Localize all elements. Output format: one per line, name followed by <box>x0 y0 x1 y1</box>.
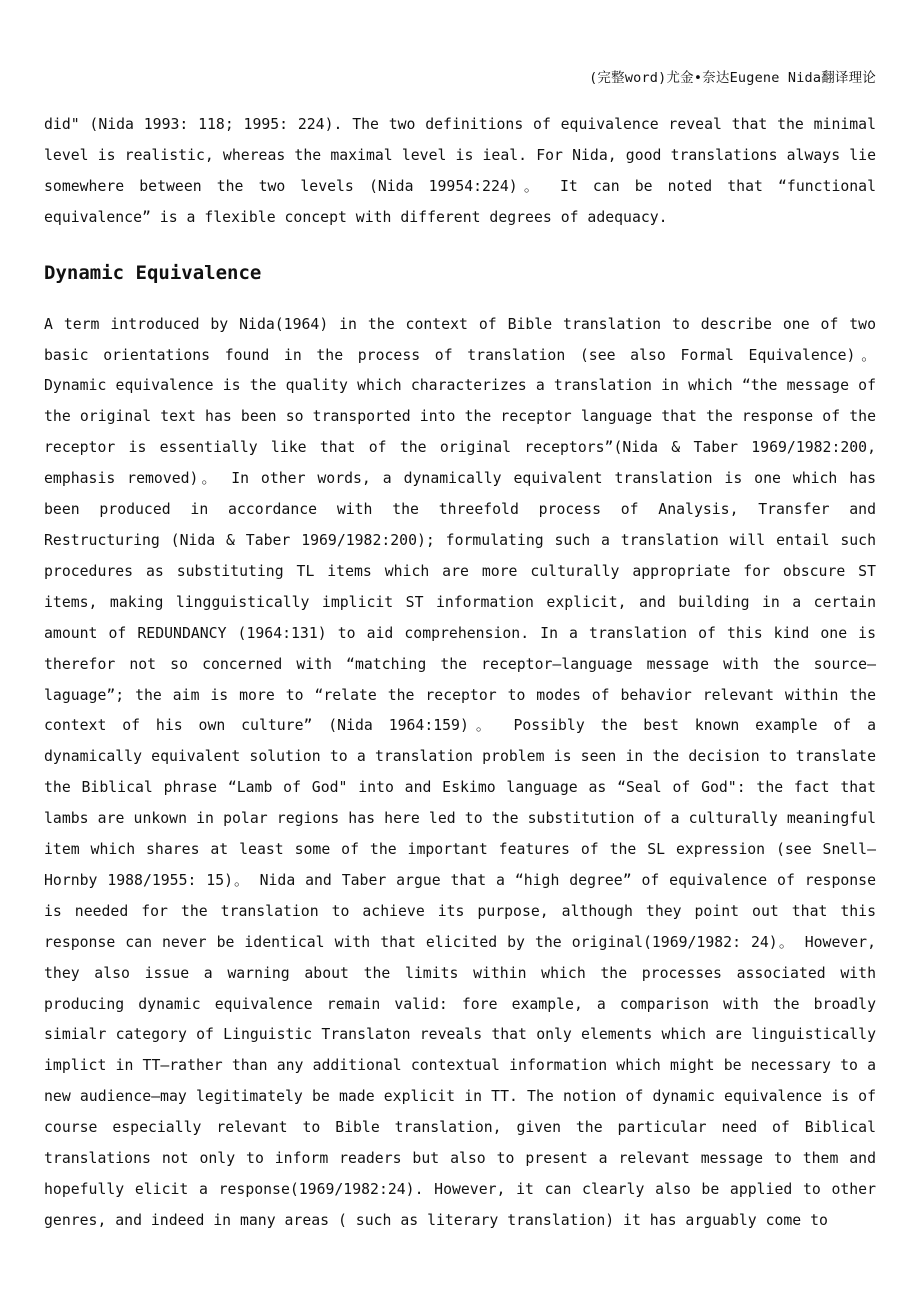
paragraph-functional-equivalence: did" (Nida 1993: 118; 1995: 224). The two definitions of equivalence reveal that the minimal level is realistic, whereas the maximal level is ieal. For Nida, good translations always lie somewhere between the two levels (Nida 19954:224)。 It can be noted that “functional equivalence” is a flexible concept with different degrees of adequacy. <box>44 116 876 226</box>
document-body <box>44 110 876 1237</box>
page-header: (完整word)尤金•奈达Eugene Nida翻译理论 <box>589 70 876 86</box>
section-heading: Dynamic Equivalence <box>44 261 262 284</box>
paragraph-dynamic-equivalence: A term introduced by Nida(1964) in the context of Bible translation to describe one of two basic orientations found in the process of translation (see also Formal Equivalence)。 Dynamic equivalence is the quality which characterizes a translation in which “the message of the original text has been so transported into the receptor language that the response of the receptor is essentially like that of the original receptors”(Nida & Taber 1969/1982:200, emphasis removed)。 In other words, a dynamically equivalent translation is one which has been produced in accordance with the threefold process of Analysis, Transfer and Restructuring (Nida & Taber 1969/1982:200); formulating such a translation will entail such procedures as substituting TL items which are more culturally appropriate for obscure ST items, making lingguistically implicit ST information explicit, and building in a certain amount of REDUNDANCY (1964:131) to aid comprehension. In a translation of this kind one is therefor not so concerned with “matching the receptor—language message with the source—laguage”; the aim is more to “relate the receptor to modes of behavior relevant within the context of his own culture” (Nida 1964:159)。 Possibly the best known example of a dynamically equivalent solution to a translation problem is seen in the decision to translate the Biblical phrase “Lamb of God" into and Eskimo language as “Seal of God": the fact that lambs are unkown in polar regions has here led to the substitution of a culturally meaningful item which shares at least some of the important features of the SL expression (see Snell—Hornby 1988/1955: 15)。 Nida and Taber argue that a “high degree” of equivalence of response is needed for the translation to achieve its purpose, although they point out that this response can never be identical with that elicited by the original(1969/1982: 24)。 However, they also issue a warning about the limits within which the processes associated with producing dynamic equivalence remain valid: fore example, a comparison with the broadly simialr category of Linguistic Translaton reveals that only elements which are linguistically implict in TT—rather than any additional contextual information which might be necessary to a new audience—may legitimately be made explicit in TT. The notion of dynamic equivalence is of course especially relevant to Bible translation, given the particular need of Biblical translations not only to inform readers but also to present a relevant message to them and hopefully elicit a response(1969/1982:24). However, it can clearly also be applied to other genres, and indeed in many areas ( such as literary translation) it has arguably come to <box>44 315 876 1229</box>
